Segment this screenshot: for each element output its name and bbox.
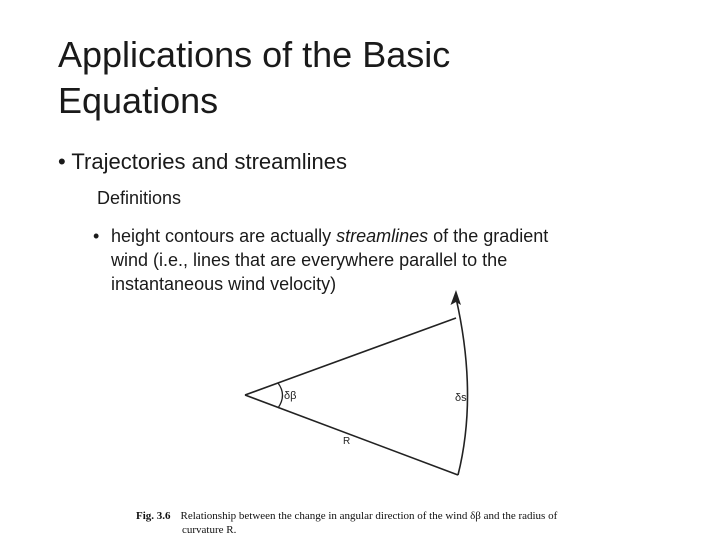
slide-title-line-1: Applications of the Basic <box>58 34 451 75</box>
text-after: of the gradient <box>428 226 549 246</box>
arc-length-label: δs <box>455 392 467 404</box>
emphasis-streamlines: streamlines <box>336 226 429 246</box>
angle-label: δβ <box>284 390 297 402</box>
radius-label: R <box>343 436 351 447</box>
bullet-marker: • <box>93 226 100 246</box>
radius-line <box>245 395 458 475</box>
arrowhead-icon <box>451 290 462 305</box>
caption-line-1: Relationship between the change in angular direction of the wind δβ and the radius of <box>180 510 558 522</box>
caption-line-2: curvature R. <box>182 524 237 536</box>
bullet-marker: • <box>58 149 66 174</box>
figure-caption <box>136 509 606 537</box>
slide-title-line-2: Equations <box>58 80 219 121</box>
curved-streamline <box>456 298 468 475</box>
figure-number: Fig. 3.6 <box>136 510 171 522</box>
bullet-trajectories-text: Trajectories and streamlines <box>71 149 347 174</box>
angle-arc <box>278 383 283 408</box>
text-before: height contours are actually <box>111 226 337 246</box>
bullet-line-3: instantaneous wind velocity) <box>111 274 337 294</box>
upper-radius-line <box>245 318 456 395</box>
bullet-line-2: wind (i.e., lines that are everywhere parallel to the <box>111 250 508 270</box>
definitions-heading: Definitions <box>97 188 182 208</box>
